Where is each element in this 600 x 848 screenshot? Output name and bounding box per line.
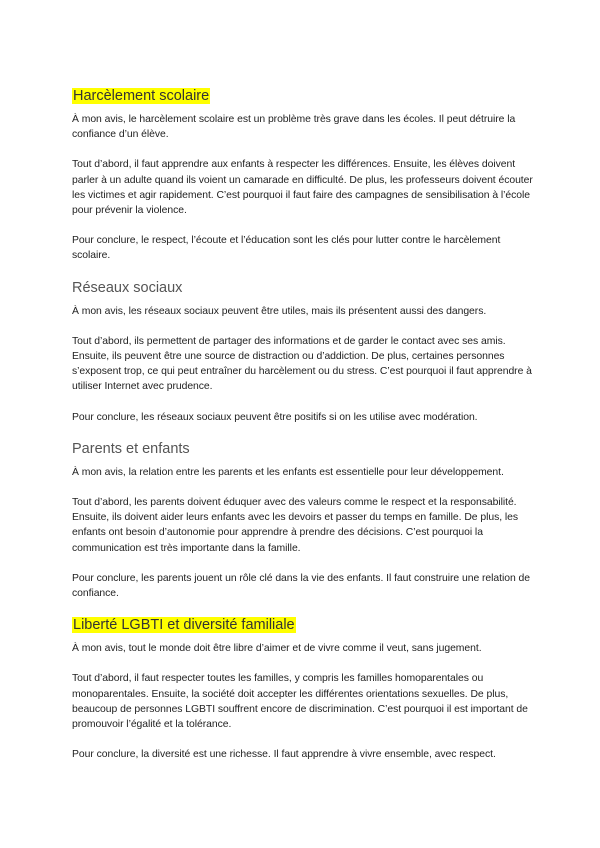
paragraph: À mon avis, les réseaux sociaux peuvent être utiles, mais ils présentent aussi des dangers. xyxy=(72,305,487,317)
paragraph: Tout d’abord, il faut apprendre aux enfants à respecter les différences. Ensuite, les élèves doivent parler à un adulte quand ils voient un camarade en difficulté. De plus, les professeurs doivent écouter les victimes et agir rapidement. C’est pourquoi il faut faire des campagnes de sensibilisation à l’école pour prévenir la violence. xyxy=(72,159,533,217)
section-reseaux xyxy=(72,279,534,425)
section-title: Réseaux sociaux xyxy=(72,279,183,296)
paragraph: À mon avis, le harcèlement scolaire est un problème très grave dans les écoles. Il peut détruire la confiance d’un élève. xyxy=(72,114,516,141)
section-title xyxy=(72,616,534,634)
section-title: Parents et enfants xyxy=(72,440,190,457)
highlighted-title: Harcèlement scolaire xyxy=(73,88,210,104)
paragraph: Pour conclure, le respect, l’écoute et l’éducation sont les clés pour lutter contre le harcèlement scolaire. xyxy=(72,235,501,262)
paragraph: Tout d’abord, il faut respecter toutes les familles, y compris les familles homoparentales ou monoparentales. Ensuite, la société doit accepter les différentes orientations sexuelles. De plus, beaucoup de personnes LGBTI souffrent encore de discrimination. C’est pourquoi il est important de promouvoir l’égalité et la tolérance. xyxy=(72,673,528,731)
section-lgbti xyxy=(72,616,534,762)
section-title xyxy=(72,87,534,105)
paragraph: À mon avis, tout le monde doit être libre d’aimer et de vivre comme il veut, sans jugement. xyxy=(72,643,482,655)
paragraph: Pour conclure, les parents jouent un rôle clé dans la vie des enfants. Il faut construire une relation de confiance. xyxy=(72,572,530,600)
paragraph: Pour conclure, les réseaux sociaux peuvent être positifs si on les utilise avec modération. xyxy=(72,411,478,423)
section-parents xyxy=(72,440,534,601)
paragraph: Tout d’abord, ils permettent de partager des informations et de garder le contact avec ses amis. Ensuite, ils peuvent être une source de distraction ou d’addiction. De plus, certaines personnes s’exposent trop, ce qui peut entraîner du harcèlement ou du stress. C’est pourquoi il faut apprendre à utiliser Internet avec prudence. xyxy=(72,335,532,393)
paragraph: À mon avis, la relation entre les parents et les enfants est essentielle pour leur développement. xyxy=(72,466,504,478)
highlighted-title: Liberté LGBTI et diversité familiale xyxy=(73,617,295,634)
section-harcelement xyxy=(72,87,534,264)
paragraph: Pour conclure, la diversité est une richesse. Il faut apprendre à vivre ensemble, avec respect. xyxy=(72,749,496,761)
document-page xyxy=(72,87,534,777)
paragraph: Tout d’abord, les parents doivent éduquer avec des valeurs comme le respect et la responsabilité. Ensuite, ils doivent aider leurs enfants avec les devoirs et passer du temps en famille. De plus, les enfants ont besoin d’autonomie pour apprendre à prendre des décisions. C’est pourquoi la communication est très importante dans la famille. xyxy=(72,497,519,554)
